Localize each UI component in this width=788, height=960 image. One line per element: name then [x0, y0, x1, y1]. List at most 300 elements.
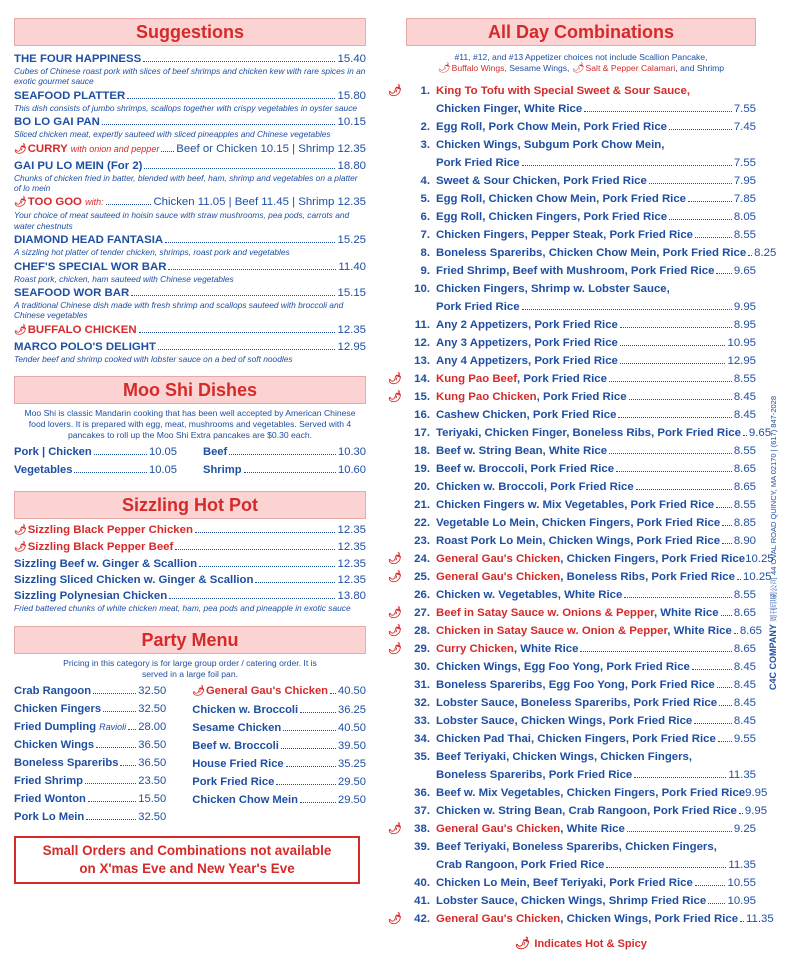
combo-item[interactable]: [406, 730, 756, 748]
combo-text: [436, 406, 616, 424]
combo-item[interactable]: [388, 604, 756, 622]
combo-text: [436, 388, 627, 406]
menu-item-row[interactable]: [14, 718, 166, 736]
combo-body: [436, 316, 756, 334]
combo-spicy-dish: Kung Pao Chicken: [436, 391, 537, 403]
combo-number: [388, 82, 430, 118]
combo-price: 8.65: [733, 463, 756, 475]
combo-item[interactable]: [406, 694, 756, 712]
combo-body: [436, 874, 756, 892]
combo-body: [436, 640, 756, 658]
menu-item-row[interactable]: [14, 89, 366, 103]
menu-item-row[interactable]: [203, 461, 366, 479]
combo-item[interactable]: [388, 82, 756, 118]
item-price: 12.35: [337, 524, 366, 537]
combo-body: [436, 226, 756, 244]
combo-item[interactable]: [406, 838, 756, 874]
holiday-notice-line2: on X'mas Eve and New Year's Eve: [79, 860, 295, 876]
combo-item[interactable]: [406, 748, 756, 784]
combo-line: [436, 892, 756, 910]
item-name: [192, 773, 274, 791]
leader-dots: [143, 61, 335, 62]
combo-price: 8.95: [733, 319, 756, 331]
combo-item[interactable]: [406, 334, 756, 352]
item-description: A traditional Chinese dish made with fresh shrimp and scallops sauteed with broccoli and Chinese vegetables: [14, 300, 344, 321]
pepper-icon: 🌶︎: [388, 643, 402, 655]
hotpot-item: [14, 523, 366, 538]
combo-line-text: Any 3 Appetizers, Pork Fried Rice: [436, 337, 618, 349]
item-price: 15.50: [138, 792, 167, 805]
combo-number-text: 34.: [414, 733, 430, 745]
combo-number-text: 37.: [414, 805, 430, 817]
item-with: with onion and pepper: [70, 143, 160, 154]
leader-dots: [131, 295, 335, 296]
combo-price: 8.55: [733, 229, 756, 241]
combo-item[interactable]: [406, 478, 756, 496]
combo-text: [436, 262, 714, 280]
combo-line: [436, 766, 756, 784]
leader-dots: [169, 598, 335, 599]
combo-item[interactable]: [388, 622, 762, 640]
item-name-text: Pork Lo Mein: [14, 810, 85, 823]
combo-body: [436, 838, 756, 874]
combo-number-text: 25.: [414, 571, 430, 583]
item-description: Tender beef and shrimp cooked with lobster sauce on a bed of soft noodles: [14, 353, 293, 364]
combo-item[interactable]: [406, 352, 756, 370]
combo-price: 10.25: [742, 571, 772, 583]
combo-text: [436, 586, 622, 604]
item-name: [14, 233, 163, 247]
menu-item-row[interactable]: [192, 719, 366, 737]
combo-number-text: 12.: [414, 337, 430, 349]
item-name-text: Sizzling Black Pepper Beef: [27, 541, 174, 554]
item-price: 12.35: [337, 323, 366, 336]
combo-line-text: Boneless Spareribs, Pork Fried Rice: [436, 769, 633, 781]
combo-body: [436, 820, 756, 838]
combo-line-text: Any 4 Appetizers, Pork Fried Rice: [436, 355, 618, 367]
combo-number-text: 6.: [420, 211, 430, 223]
combo-number-text: 21.: [414, 499, 430, 511]
item-name-text: Sizzling Beef w. Ginger & Scallion: [14, 558, 198, 571]
menu-item-row[interactable]: [14, 443, 177, 461]
combo-body: [436, 694, 756, 712]
combo-text: [436, 316, 618, 334]
combo-text: [436, 82, 690, 100]
menu-item-row[interactable]: [14, 142, 366, 157]
combo-spicy-dish: General Gau's Chicken: [436, 913, 561, 925]
item-name-text: Sesame Chicken: [192, 721, 282, 734]
menu-item-row[interactable]: [192, 701, 366, 719]
hotpot-list: [14, 523, 366, 613]
combo-body: [436, 514, 756, 532]
combo-line-text: Any 2 Appetizers, Pork Fried Rice: [436, 319, 618, 331]
combo-item[interactable]: [406, 226, 756, 244]
menu-item-row[interactable]: [14, 540, 366, 555]
combo-text: [436, 172, 647, 190]
combo-text: [436, 856, 604, 874]
item-name-text: Pork | Chicken: [14, 446, 92, 459]
menu-item-row[interactable]: [14, 340, 366, 354]
combo-item[interactable]: [406, 262, 756, 280]
menu-item-row[interactable]: [14, 286, 366, 300]
combo-price: 9.55: [733, 733, 756, 745]
party-right-list: [192, 682, 366, 826]
item-name: [14, 260, 166, 274]
combo-text: [436, 676, 715, 694]
combo-number-text: 39.: [414, 841, 430, 853]
item-description: Cubes of Chinese roast pork with slices of beef shrimps and chicken kew with rare spices in an exotic gourmet sauce: [14, 66, 366, 87]
combo-item[interactable]: [406, 172, 756, 190]
leader-dots: [93, 693, 136, 694]
menu-item-row[interactable]: [14, 573, 366, 587]
combo-item[interactable]: [406, 712, 756, 730]
menu-item-row[interactable]: [14, 754, 166, 772]
combo-body: [436, 208, 756, 226]
combo-item[interactable]: [406, 136, 756, 172]
menu-item-row[interactable]: [14, 523, 366, 538]
item-name: [192, 701, 298, 719]
item-name-text: Boneless Spareribs: [14, 756, 119, 769]
combo-line-text: Chicken Pad Thai, Chicken Fingers, Pork Fried Rice: [436, 733, 716, 745]
leader-dots: [616, 471, 732, 472]
combo-line: [436, 442, 756, 460]
leader-dots: [94, 454, 147, 455]
combo-text: [436, 550, 745, 568]
combo-spicy-dish: Curry Chicken: [436, 643, 514, 655]
leader-dots: [522, 165, 732, 166]
leader-dots: [255, 582, 335, 583]
menu-item-row[interactable]: [14, 323, 366, 338]
menu-item-row[interactable]: [14, 115, 366, 129]
combo-line: [436, 244, 776, 262]
menu-item-row[interactable]: [14, 790, 166, 808]
leader-dots: [120, 765, 136, 766]
menu-item-row[interactable]: [14, 772, 166, 790]
combo-line-text: Beef w. Mix Vegetables, Chicken Fingers, Pork Fried Rice: [436, 787, 746, 799]
combo-item[interactable]: [406, 784, 768, 802]
combo-number: [406, 496, 430, 514]
combo-number-text: 31.: [414, 679, 430, 691]
combo-item[interactable]: [406, 280, 756, 316]
combo-number-text: 28.: [414, 625, 430, 637]
combo-item[interactable]: [388, 550, 774, 568]
combo-text: [436, 658, 690, 676]
combo-body: [436, 910, 774, 928]
party-items: [14, 682, 366, 826]
item-name: [14, 718, 126, 736]
combo-number: [406, 784, 430, 802]
combo-number-text: 30.: [414, 661, 430, 673]
item-name-text: Chicken Wings: [14, 738, 95, 751]
combo-spicy-dish: Beef in Satay Sauce w. Onions & Pepper: [436, 607, 654, 619]
combo-body: [436, 622, 762, 640]
combo-number: [388, 388, 430, 406]
combo-body: [436, 460, 756, 478]
combo-number-text: 29.: [414, 643, 430, 655]
combo-line-text: Lobster Sauce, Chicken Wings, Shrimp Fried Rice: [436, 895, 707, 907]
menu-item-row[interactable]: [14, 233, 366, 247]
combo-price: 9.95: [745, 787, 768, 799]
combo-line: [436, 118, 756, 136]
combo-body: [436, 658, 756, 676]
combo-body: [436, 442, 756, 460]
combo-item[interactable]: [406, 424, 772, 442]
suggestion-item: [14, 286, 366, 321]
leader-dots: [636, 489, 732, 490]
combo-text: [436, 280, 670, 298]
combo-line-text: , White Rice: [667, 625, 732, 637]
combo-item[interactable]: [406, 514, 756, 532]
menu-item-row[interactable]: [14, 808, 166, 826]
combo-line-text: , White Rice: [560, 823, 625, 835]
combo-price: 10.25: [745, 553, 774, 565]
item-name-text: Sizzling Polynesian Chicken: [14, 590, 168, 603]
combo-line: [436, 154, 756, 172]
combo-item[interactable]: [388, 820, 756, 838]
item-prices: Beef or Chicken 10.15 | Shrimp 12.35: [176, 142, 366, 155]
combo-spicy-dish: Chicken in Satay Sauce w. Onion & Pepper: [436, 625, 668, 637]
combo-item[interactable]: [406, 658, 756, 676]
leader-dots: [721, 615, 732, 616]
combo-price: 8.85: [733, 517, 756, 529]
combo-price: 12.95: [727, 355, 756, 367]
leader-dots: [620, 363, 726, 364]
combo-price: 8.45: [733, 661, 756, 673]
leader-dots: [669, 219, 732, 220]
combo-line-text: Beef Teriyaki, Boneless Spareribs, Chicken Fingers,: [436, 841, 717, 853]
combos-note: [406, 52, 756, 74]
combo-text: [436, 910, 738, 928]
combo-price: 7.45: [733, 121, 756, 133]
item-name-text: Sizzling Sliced Chicken w. Ginger & Scallion: [14, 574, 254, 587]
leader-dots: [286, 766, 336, 767]
item-name: [14, 159, 142, 173]
item-name-text: Pork Fried Rice: [192, 775, 275, 788]
leader-dots: [522, 309, 732, 310]
combo-body: [436, 496, 756, 514]
combo-number-text: 8.: [420, 247, 430, 259]
combo-text: [436, 244, 746, 262]
item-price: 39.50: [338, 739, 366, 752]
item-prices: Chicken 11.05 | Beef 11.45 | Shrimp 12.35: [153, 196, 366, 209]
item-name-text: Beef w. Broccoli: [192, 739, 279, 752]
leader-dots: [692, 669, 732, 670]
combo-item[interactable]: [406, 190, 756, 208]
combo-text: [436, 622, 732, 640]
combo-line: [436, 838, 756, 856]
combo-item[interactable]: [388, 910, 774, 928]
menu-item-row[interactable]: [14, 589, 366, 603]
combo-text: [436, 154, 520, 172]
mooshi-items: [14, 443, 366, 479]
combo-text: [436, 334, 618, 352]
combo-number: [406, 316, 430, 334]
combo-number: [388, 910, 430, 928]
combo-number: [388, 640, 430, 658]
combo-text: [436, 442, 607, 460]
leader-dots: [106, 204, 152, 205]
combo-price: 7.95: [733, 175, 756, 187]
combo-line-text: Egg Roll, Pork Chow Mein, Pork Fried Rice: [436, 121, 668, 133]
combo-number: [406, 712, 430, 730]
combo-line-text: Chicken w. Broccoli, Pork Fried Rice: [436, 481, 634, 493]
combo-text: [436, 820, 625, 838]
combo-item[interactable]: [406, 802, 768, 820]
combo-item[interactable]: [406, 208, 756, 226]
combo-number-text: 24.: [414, 553, 430, 565]
leader-dots: [330, 693, 336, 694]
menu-item-row[interactable]: [192, 755, 366, 773]
combo-line-text: Sweet & Sour Chicken, Pork Fried Rice: [436, 175, 647, 187]
combo-line: [436, 874, 756, 892]
combo-item[interactable]: [388, 568, 772, 586]
combo-price: 11.35: [728, 859, 756, 871]
combo-price: 8.45: [733, 391, 756, 403]
menu-item-row[interactable]: [192, 682, 366, 701]
leader-dots: [618, 417, 731, 418]
combo-line: [436, 100, 756, 118]
combo-item[interactable]: [406, 496, 756, 514]
combo-item[interactable]: [406, 874, 756, 892]
pepper-icon: 🌶︎: [388, 553, 402, 565]
menu-item-row[interactable]: [14, 700, 166, 718]
item-name: [192, 737, 279, 755]
pepper-icon: 🌶︎: [14, 525, 27, 537]
party-left-list: [14, 682, 166, 826]
combo-price: 8.45: [733, 697, 756, 709]
menu-item-row[interactable]: [192, 737, 366, 755]
left-column: [14, 18, 366, 884]
menu-item-row[interactable]: [203, 443, 366, 461]
leader-dots: [688, 201, 732, 202]
combo-price: 10.95: [727, 895, 756, 907]
combo-number-text: 18.: [414, 445, 430, 457]
menu-item-row[interactable]: [14, 557, 366, 571]
menu-item-row[interactable]: [14, 461, 177, 479]
combo-text: [436, 694, 717, 712]
combo-text: [436, 460, 614, 478]
hotpot-item: [14, 540, 366, 555]
suggestion-item: [14, 52, 366, 87]
combo-item[interactable]: [406, 118, 756, 136]
pepper-icon: 🌶︎: [388, 85, 402, 97]
item-name-text: CHEF'S SPECIAL WOR BAR: [14, 260, 167, 273]
combo-body: [436, 172, 756, 190]
hotpot-banner: Sizzling Hot Pot: [14, 491, 366, 519]
combo-item[interactable]: [406, 586, 756, 604]
item-name: [14, 523, 193, 538]
calamari-note: Salt & Pepper Calamari: [585, 63, 676, 73]
combo-line: [436, 82, 756, 100]
combo-item[interactable]: [406, 442, 756, 460]
leader-dots: [716, 273, 731, 274]
menu-item-row[interactable]: [14, 159, 366, 173]
combo-number: [388, 370, 430, 388]
pepper-icon: 🌶︎: [388, 373, 402, 385]
item-name: [192, 791, 298, 809]
leader-dots: [168, 269, 336, 270]
combo-price: 10.55: [727, 877, 756, 889]
combo-item[interactable]: [406, 244, 777, 262]
combo-number-text: 22.: [414, 517, 430, 529]
item-description: This dish consists of jumbo shrimps, scallops together with crispy vegetables in oyster sauce: [14, 102, 358, 113]
combo-line-text: Chicken Lo Mein, Beef Teriyaki, Pork Fried Rice: [436, 877, 693, 889]
menu-item-row[interactable]: [192, 773, 366, 791]
combo-price: 8.45: [733, 679, 756, 691]
menu-item-row[interactable]: [14, 195, 366, 210]
combos-note-line2: [412, 63, 750, 74]
combo-item[interactable]: [406, 532, 756, 550]
item-name-text: CURRY: [27, 142, 68, 155]
item-price: 11.40: [338, 260, 366, 273]
combo-price: 8.55: [733, 445, 756, 457]
combo-line-text: King To Tofu with Special Sweet & Sour Sauce,: [436, 85, 690, 97]
combo-line: [436, 190, 756, 208]
menu-item-row[interactable]: [14, 736, 166, 754]
combo-line: [436, 334, 756, 352]
combos-banner: All Day Combinations: [406, 18, 756, 46]
menu-item-row[interactable]: [192, 791, 366, 809]
leader-dots: [85, 783, 136, 784]
combo-text: [436, 838, 717, 856]
combo-body: [436, 604, 756, 622]
combo-price: 8.65: [739, 625, 762, 637]
leader-dots: [627, 831, 732, 832]
combo-body: [436, 370, 756, 388]
combo-item[interactable]: [388, 388, 756, 406]
combo-body: [436, 748, 756, 784]
combo-text: [436, 136, 664, 154]
hot-legend: [406, 936, 756, 950]
combo-item[interactable]: [406, 892, 756, 910]
combo-number: [406, 172, 430, 190]
combo-item[interactable]: [388, 370, 756, 388]
menu-item-row[interactable]: [14, 260, 366, 274]
combo-number: [406, 460, 430, 478]
combo-item[interactable]: [406, 460, 756, 478]
combo-line: [436, 280, 756, 298]
leader-dots: [629, 399, 732, 400]
combo-line-text: Chicken Fingers, Pepper Steak, Pork Fried Rice: [436, 229, 694, 241]
combo-item[interactable]: [388, 640, 756, 658]
combo-number: [406, 352, 430, 370]
leader-dots: [103, 711, 136, 712]
item-name: [203, 443, 227, 461]
item-name-text: General Gau's Chicken: [205, 684, 328, 697]
combo-number: [406, 244, 430, 262]
combo-item[interactable]: [406, 676, 756, 694]
combo-body: [436, 892, 756, 910]
item-price: 12.35: [337, 558, 366, 571]
menu-item-row[interactable]: [14, 52, 366, 66]
item-price: 15.40: [337, 53, 366, 65]
combo-item[interactable]: [406, 316, 756, 334]
combo-text: [436, 874, 693, 892]
combo-body: [436, 82, 756, 118]
combo-number-text: 36.: [414, 787, 430, 799]
combo-item[interactable]: [406, 406, 756, 424]
combo-spicy-dish: General Gau's Chicken: [436, 553, 561, 565]
item-name: [14, 89, 125, 103]
combo-body: [436, 586, 756, 604]
item-description: Chunks of chicken fried in batter, blended with beef, ham, shrimp and vegetables on a platter of lo mein: [14, 172, 358, 194]
menu-item-row[interactable]: [14, 682, 166, 700]
combo-number: [406, 874, 430, 892]
combo-number-text: 7.: [420, 229, 430, 241]
pepper-icon: 🌶︎: [14, 324, 27, 336]
combo-price: 8.65: [733, 607, 756, 619]
combo-body: [436, 388, 756, 406]
